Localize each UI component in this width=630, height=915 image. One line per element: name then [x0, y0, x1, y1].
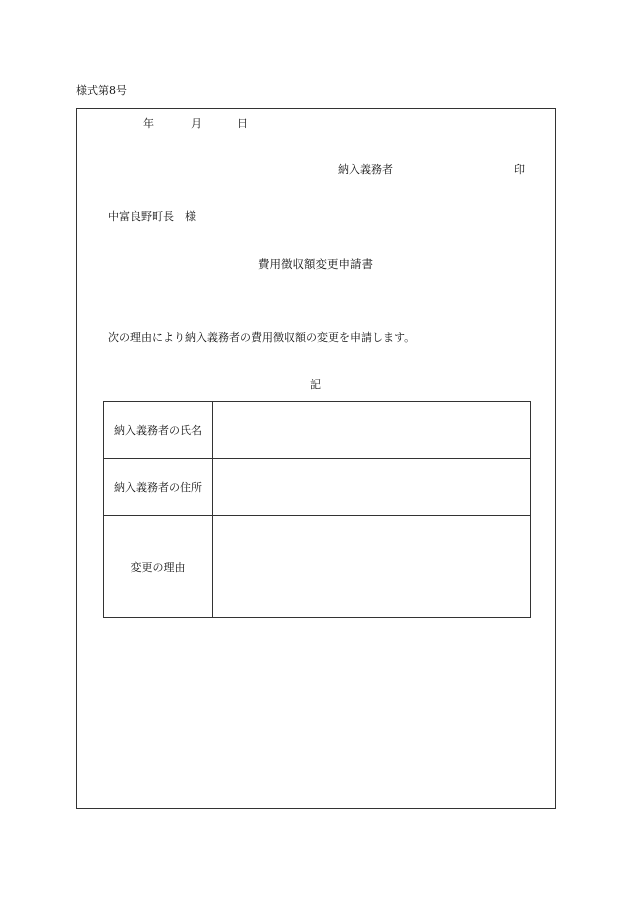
- name-field[interactable]: [213, 402, 531, 459]
- table-row: [104, 402, 531, 459]
- document-title: 費用徴収額変更申請書: [258, 257, 373, 271]
- address-field[interactable]: [213, 459, 531, 516]
- row-header-address: 納入義務者の住所: [104, 459, 213, 516]
- row-header-name: 納入義務者の氏名: [104, 402, 213, 459]
- table-row: [104, 459, 531, 516]
- addressee: 中富良野町長 様: [108, 210, 196, 223]
- seal-mark: 印: [514, 163, 525, 176]
- records-table: [103, 401, 531, 618]
- ki-note-label: 記: [310, 378, 321, 391]
- form-number: 様式第8号: [76, 84, 127, 97]
- date-month-label: 月: [191, 117, 202, 130]
- body-text: 次の理由により納入義務者の費用徴収額の変更を申請します。: [108, 331, 416, 344]
- reason-field[interactable]: [213, 516, 531, 618]
- row-header-reason: 変更の理由: [104, 516, 213, 618]
- date-day-label: 日: [237, 117, 248, 130]
- date-year-label: 年: [143, 117, 154, 130]
- applicant-label: 納入義務者: [338, 163, 393, 176]
- table-row: [104, 516, 531, 618]
